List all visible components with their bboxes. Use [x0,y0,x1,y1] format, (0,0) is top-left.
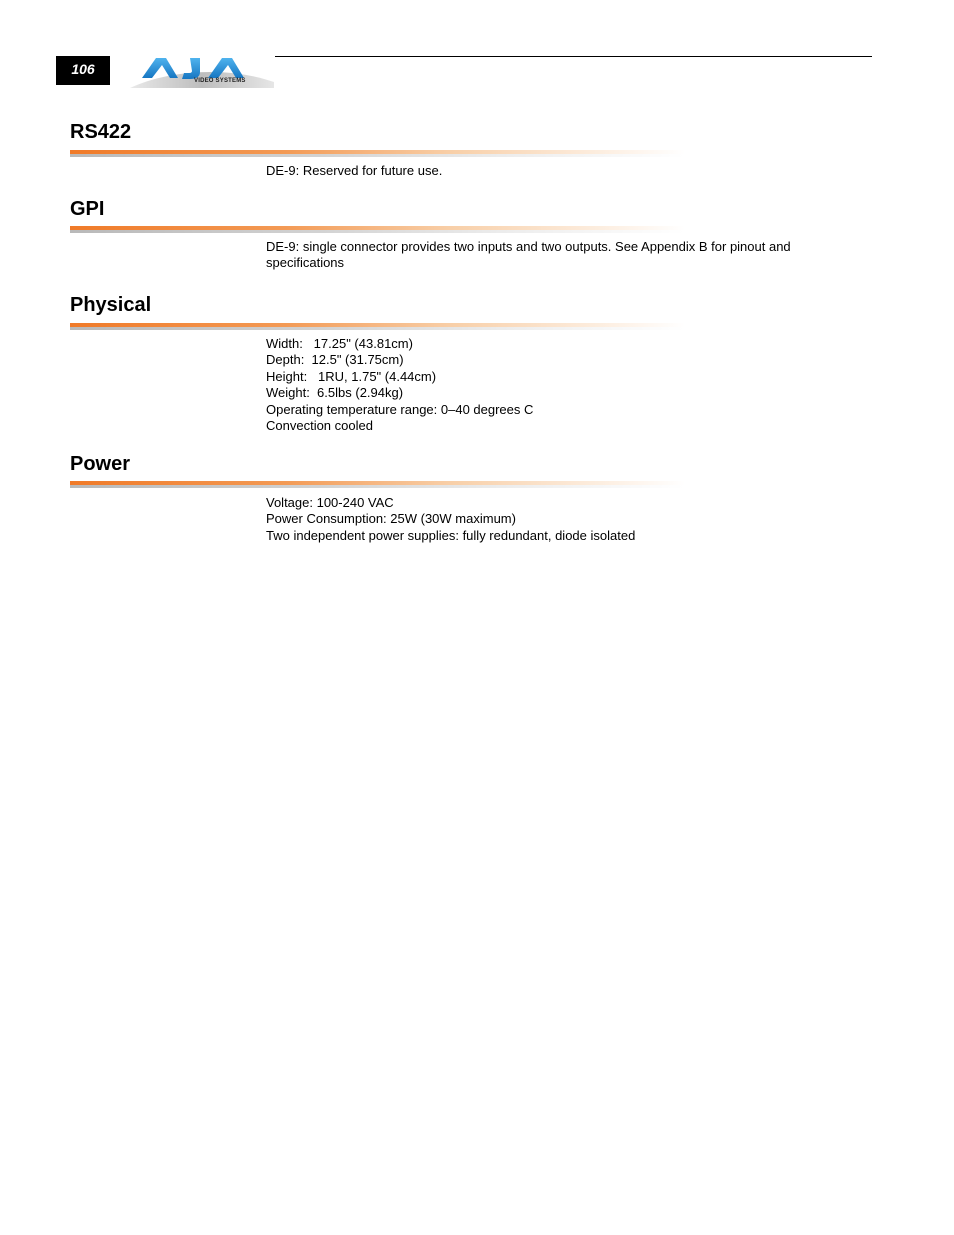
aja-logo [128,52,276,90]
section-rule-gpi [70,226,685,233]
spec-cooling: Convection cooled [266,418,373,434]
section-title-power: Power [70,453,131,475]
spec-weight: Weight: 6.5lbs (2.94kg) [266,385,404,401]
section-rule-physical [70,323,685,330]
section-body-power [266,495,856,544]
spec-power-consumption: Power Consumption: 25W (30W maximum) [266,511,516,527]
section-title-gpi: GPI [70,198,105,220]
section-rule-rs422 [70,150,685,157]
section-body-rs422 [266,163,856,179]
spec-voltage: Voltage: 100-240 VAC [266,495,394,510]
section-body-physical [266,336,856,434]
page-number: 106 [56,56,110,85]
section-title-physical: Physical [70,294,152,316]
body-line: DE-9: Reserved for future use. [266,163,443,178]
section-body-gpi [266,239,846,272]
spec-width: Width: 17.25" (43.81cm) [266,336,413,351]
spec-depth: Depth: 12.5" (31.75cm) [266,352,404,368]
section-rule-power [70,481,685,488]
section-title-rs422: RS422 [70,121,132,143]
spec-height: Height: 1RU, 1.75" (4.44cm) [266,368,437,384]
body-line: DE-9: single connector provides two inputs and two outputs. See Appendix B for pinout and specifications [266,239,791,271]
spec-power-supplies: Two independent power supplies: fully redundant, diode isolated [266,527,636,543]
logo-tagline: VIDEO SYSTEMS [194,78,246,84]
aja-logo-mark [128,52,276,90]
spec-operating-temperature: Operating temperature range: 0–40 degrees C [266,401,534,417]
header-rule [275,56,872,57]
